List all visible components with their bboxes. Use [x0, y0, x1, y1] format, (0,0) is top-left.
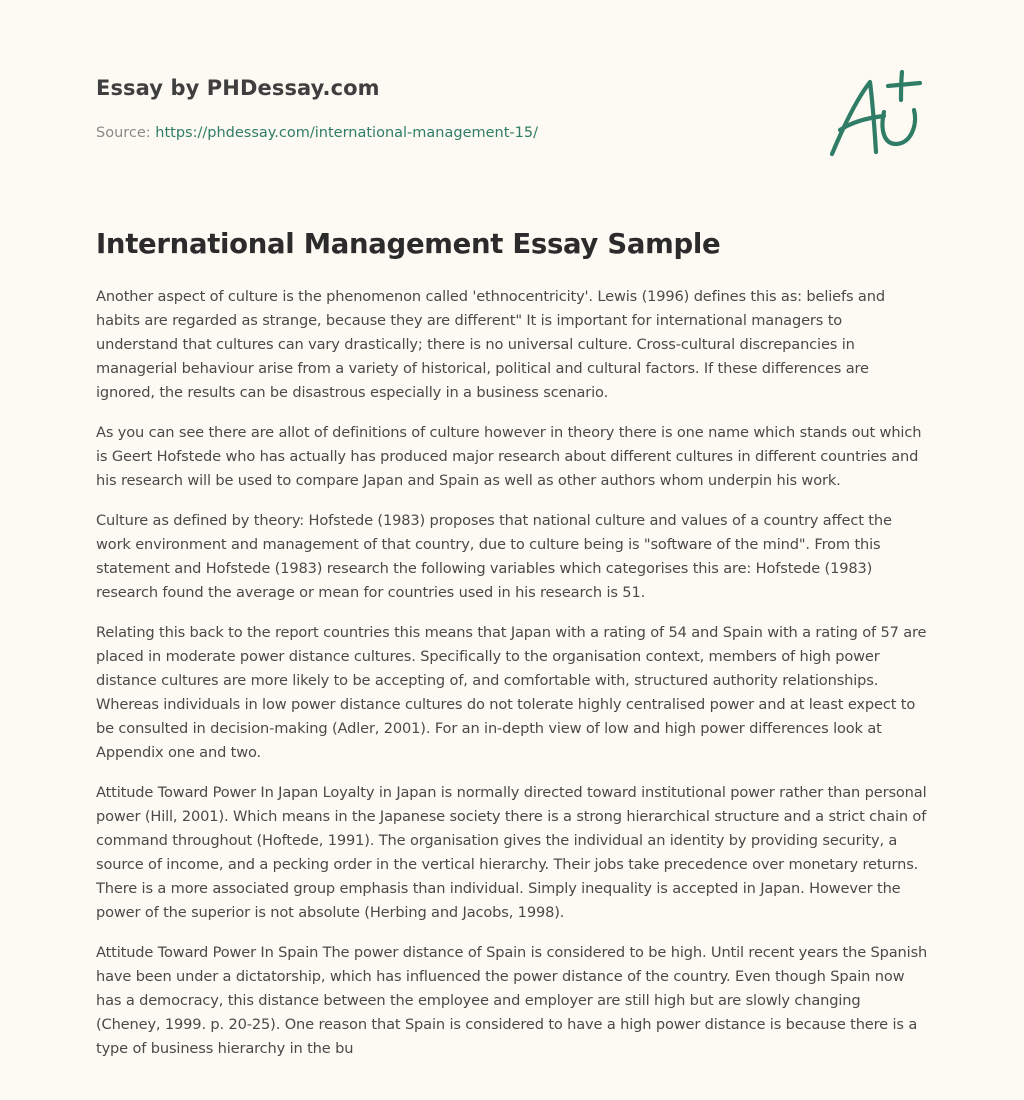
essay-page: [96, 0, 928, 1100]
essay-paragraph: Culture as defined by theory: Hofstede (1983) proposes that national culture and values of a country affect the work environment and management of that country, due to culture being is "software of the mind". From this statement and Hofstede (1983) research the following variables which categorises this are: Hofstede (1983) research found the average or mean for countries used in his research is 51.: [96, 512, 892, 601]
essay-paragraph: Attitude Toward Power In Japan Loyalty in Japan is normally directed toward institutional power rather than personal power (Hill, 2001). Which means in the Japanese society there is a strong hierarchical structure and a strict chain of command throughout (Hoftede, 1991). The organisation gives the individual an identity by providing security, a source of income, and a pecking order in the vertical hierarchy. Their jobs take precedence over monetary returns. There is a more associated group emphasis than individual. Simply inequality is accepted in Japan. However the power of the superior is not absolute (Herbing and Jacobs, 1998).: [96, 784, 927, 921]
essay-paragraph: Attitude Toward Power In Spain The power distance of Spain is considered to be high. Until recent years the Spanish have been under a dictatorship, which has influenced the power distance of the country. Even though Spain now has a democracy, this distance between the employee and employer are still high but are slowly changing (Cheney, 1999. p. 20-25). One reason that Spain is considered to have a high power distance is because there is a type of business hierarchy in the bu: [96, 944, 928, 1057]
source-line: [96, 125, 538, 141]
site-title: Essay by PHDessay.com: [96, 76, 380, 100]
page-header: [96, 72, 928, 172]
a-plus-logo-icon: [826, 68, 926, 164]
source-link[interactable]: https://phdessay.com/international-management-15/: [155, 125, 538, 141]
essay-paragraph: Relating this back to the report countries this means that Japan with a rating of 54 and Spain with a rating of 57 are placed in moderate power distance cultures. Specifically to the organisation context, members of high power distance cultures are more likely to be accepting of, and comfortable with, structured authority relationships. Whereas individuals in low power distance cultures do not tolerate highly centralised power and at least expect to be consulted in decision-making (Adler, 2001). For an in-depth view of low and high power differences look at Appendix one and two.: [96, 624, 927, 761]
source-label: Source:: [96, 125, 156, 141]
essay-paragraph: Another aspect of culture is the phenomenon called 'ethnocentricity'. Lewis (1996) defines this as: beliefs and habits are regarded as strange, because they are different" It is important for international managers to understand that cultures can vary drastically; there is no universal culture. Cross-cultural discrepancies in managerial behaviour arise from a variety of historical, political and cultural factors. If these differences are ignored, the results can be disastrous especially in a business scenario.: [96, 288, 885, 401]
essay-title: International Management Essay Sample: [96, 228, 721, 260]
essay-paragraph: As you can see there are allot of definitions of culture however in theory there is one name which stands out which is Geert Hofstede who has actually has produced major research about different cultures in different countries and his research will be used to compare Japan and Spain as well as other authors whom underpin his work.: [96, 424, 922, 489]
essay-body: [96, 285, 928, 1077]
